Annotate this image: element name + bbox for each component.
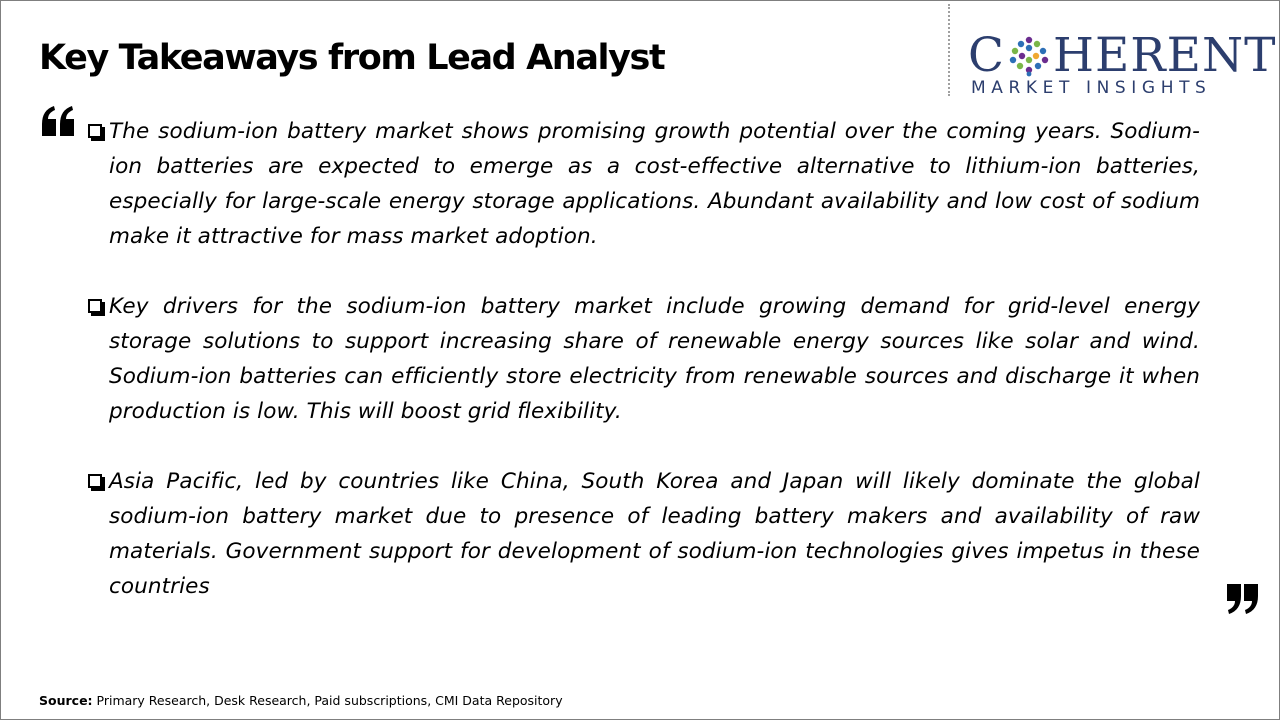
checkbox-bullet-icon xyxy=(88,124,102,138)
quote-close-icon xyxy=(1225,584,1259,616)
logo-divider xyxy=(948,4,950,96)
company-logo xyxy=(968,28,1277,102)
takeaway-item xyxy=(86,464,1200,604)
logo-orb-icon xyxy=(1007,34,1051,78)
checkbox-bullet-icon xyxy=(88,474,102,488)
logo-tagline: MARKET INSIGHTS xyxy=(971,78,1212,98)
checkbox-bullet-icon xyxy=(88,299,102,313)
logo-letters-herent: HERENT xyxy=(1052,28,1277,83)
source-note xyxy=(39,693,563,708)
takeaway-text: Asia Pacific, led by countries like China, South Korea and Japan will likely dominate the global sodium-ion battery market due to presence of leading battery makers and availability of raw materials. Government support for development of sodium-ion technologies gives impetus in these countries xyxy=(109,469,1200,599)
takeaway-item xyxy=(86,114,1200,254)
logo-wordmark xyxy=(968,30,1276,82)
quote-open-icon xyxy=(40,104,76,138)
logo-letter-c: C xyxy=(968,28,1005,83)
takeaway-list xyxy=(86,114,1200,639)
takeaway-text: Key drivers for the sodium-ion battery market include growing demand for grid-level energy storage solutions to support increasing share of renewable energy sources like solar and wind. Sodium-ion batteries can efficiently store electricity from renewable sources and discharge it when production is low. This will boost grid flexibility. xyxy=(109,294,1200,424)
slide-title: Key Takeaways from Lead Analyst xyxy=(39,38,665,78)
source-label: Source: xyxy=(39,693,93,708)
source-text: Primary Research, Desk Research, Paid subscriptions, CMI Data Repository xyxy=(96,693,563,708)
takeaway-text: The sodium-ion battery market shows promising growth potential over the coming years. Sodium-ion batteries are expected to emerge as a cost-effective alternative to lithium-ion batteries, especially for large-scale energy storage applications. Abundant availability and low cost of sodium make it attractive for mass market adoption. xyxy=(109,119,1200,249)
takeaway-item xyxy=(86,289,1200,429)
